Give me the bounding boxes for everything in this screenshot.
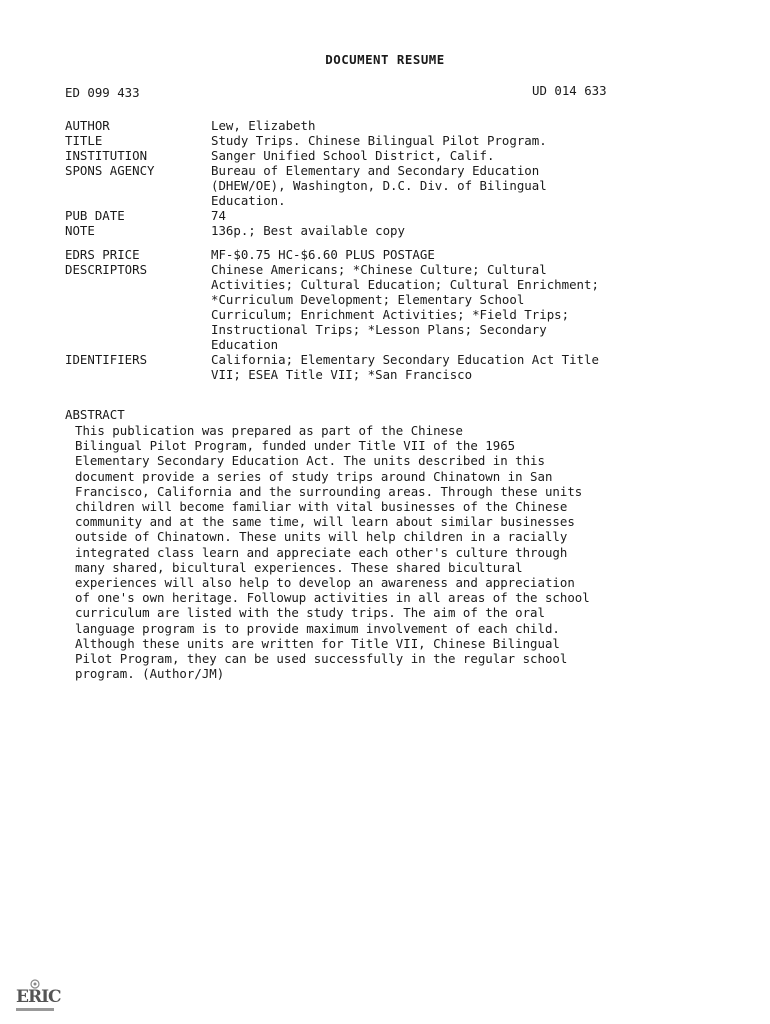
- eric-logo-bar: [16, 1008, 54, 1011]
- field-label: AUTHOR: [65, 118, 110, 133]
- eric-logo: [16, 978, 61, 1014]
- field-institution: [65, 148, 715, 163]
- eric-logo-text: ERIC: [16, 987, 61, 1007]
- ud-number: UD 014 633: [532, 83, 607, 98]
- page-title: DOCUMENT RESUME: [325, 52, 445, 67]
- field-pub-date: [65, 208, 715, 223]
- abstract-label: ABSTRACT: [65, 407, 125, 422]
- field-title: [65, 133, 715, 148]
- field-value: California; Elementary Secondary Education Act Title VII; ESEA Title VII; *San Francisco: [211, 352, 599, 382]
- field-note: [65, 223, 715, 238]
- field-label: DESCRIPTORS: [65, 262, 148, 277]
- field-label: NOTE: [65, 223, 95, 238]
- field-descriptors: [65, 262, 715, 352]
- ed-number: ED 099 433: [65, 85, 140, 100]
- field-value: 136p.; Best available copy: [211, 223, 405, 238]
- metadata-fields: [65, 118, 715, 382]
- field-spons-agency: [65, 163, 715, 208]
- field-identifiers: [65, 352, 715, 382]
- field-value: Lew, Elizabeth: [211, 118, 316, 133]
- field-label: SPONS AGENCY: [65, 163, 155, 178]
- field-value: Bureau of Elementary and Secondary Education (DHEW/OE), Washington, D.C. Div. of Bilingual Education.: [211, 163, 547, 208]
- field-value: 74: [211, 208, 226, 223]
- field-label: INSTITUTION: [65, 148, 148, 163]
- field-value: MF-$0.75 HC-$6.60 PLUS POSTAGE: [211, 247, 435, 262]
- field-author: [65, 118, 715, 133]
- field-label: TITLE: [65, 133, 103, 148]
- field-edrs-price: [65, 247, 715, 262]
- field-value: Chinese Americans; *Chinese Culture; Cultural Activities; Cultural Education; Cultural Enrichment; *Curriculum Development; Elementary School Curriculum; Enrichment Activities; *Field Trips; Instructional Trips; *Lesson Plans; Secondary Education: [211, 262, 599, 352]
- abstract-text: This publication was prepared as part of the Chinese Bilingual Pilot Program, funded under Title VII of the 1965 Elementary Secondary Education Act. The units described in this document provide a series of study trips around Chinatown in San Francisco, California and the surrounding areas. Through these units children will become familiar with vital businesses of the Chinese community and at the same time, will learn about similar businesses outside of Chinatown. These units will help children in a racially integrated class learn and appreciate each other's culture through many shared, bicultural experiences. These shared bicultural experiences will also help to develop an awareness and appreciation of one's own heritage. Followup activities in all areas of the school curriculum are listed with the study trips. The aim of the oral language program is to provide maximum involvement of each child. Although these units are written for Title VII, Chinese Bilingual Pilot Program, they can be used successfully in the regular school program. (Author/JM): [75, 423, 590, 682]
- field-value: Study Trips. Chinese Bilingual Pilot Program.: [211, 133, 547, 148]
- field-label: PUB DATE: [65, 208, 125, 223]
- field-label: IDENTIFIERS: [65, 352, 148, 367]
- field-value: Sanger Unified School District, Calif.: [211, 148, 495, 163]
- field-label: EDRS PRICE: [65, 247, 140, 262]
